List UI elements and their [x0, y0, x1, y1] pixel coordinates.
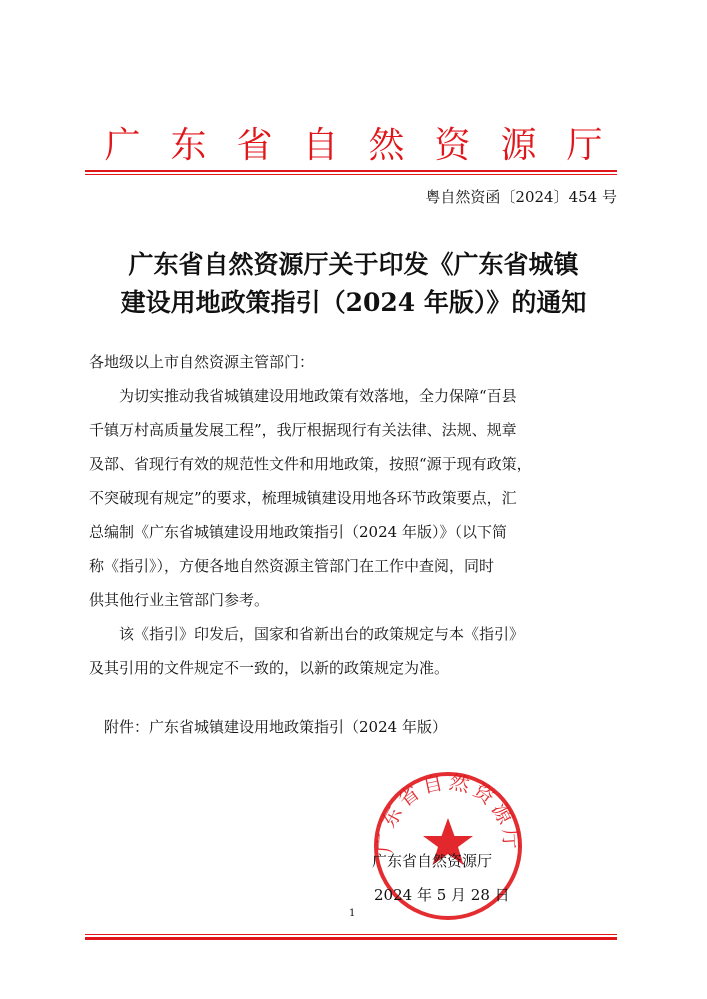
header-divider-thin: [85, 174, 617, 175]
masthead-char: 自: [302, 125, 339, 166]
footer-divider-thick: [85, 937, 617, 940]
paragraph-line: 及部、省现行有效的规范性文件和用地政策，按照“源于现有政策，: [89, 455, 532, 473]
masthead: [0, 124, 707, 168]
document-title: [0, 246, 707, 322]
paragraph-line: 不突破现有规定”的要求，梳理城镇建设用地各环节政策要点，汇: [89, 489, 517, 507]
header-divider-thick: [85, 170, 617, 172]
paragraph-line: 供其他行业主管部门参考。: [89, 591, 270, 609]
masthead-char: 省: [236, 125, 273, 166]
signature-date: 2024 年 5 月 28 日: [374, 886, 510, 904]
paragraph-line: 该《指引》印发后，国家和省新出台的政策规定与本《指引》: [119, 625, 525, 643]
paragraph-line: 及其引用的文件规定不一致的，以新的政策规定为准。: [89, 659, 450, 677]
page-number: 1: [349, 908, 356, 919]
masthead-char: 资: [434, 125, 471, 166]
seal-text: 广东省自然资源厅: [372, 770, 524, 854]
masthead-char: 然: [368, 125, 405, 166]
salutation: 各地级以上市自然资源主管部门：: [89, 353, 315, 371]
paragraph-line: 总编制《广东省城镇建设用地政策指引（2024 年版）》（以下简: [89, 523, 507, 541]
document-body: [89, 345, 631, 685]
paragraph-line: 千镇万村高质量发展工程”，我厅根据现行有关法律、法规、规章: [89, 421, 517, 439]
footer-divider-thin: [85, 934, 617, 935]
document-number: 粤自然资函〔2024〕454 号: [425, 188, 617, 206]
masthead-char: 源: [500, 125, 537, 166]
paragraph-line: 为切实推动我省城镇建设用地政策有效落地，全力保障“百县: [119, 387, 517, 405]
title-line-2: 建设用地政策指引（2024 年版）》的通知: [120, 288, 587, 317]
signature-org: 广东省自然资源厅: [372, 852, 493, 870]
title-line-1: 广东省自然资源厅关于印发《广东省城镇: [128, 250, 579, 279]
masthead-char: 东: [170, 125, 207, 166]
masthead-char: 广: [104, 125, 141, 166]
attachment-note: 附件：广东省城镇建设用地政策指引（2024 年版）: [104, 718, 447, 736]
masthead-char: 厅: [566, 125, 603, 166]
paragraph-line: 称《指引》），方便各地自然资源主管部门在工作中查阅，同时: [89, 557, 495, 575]
